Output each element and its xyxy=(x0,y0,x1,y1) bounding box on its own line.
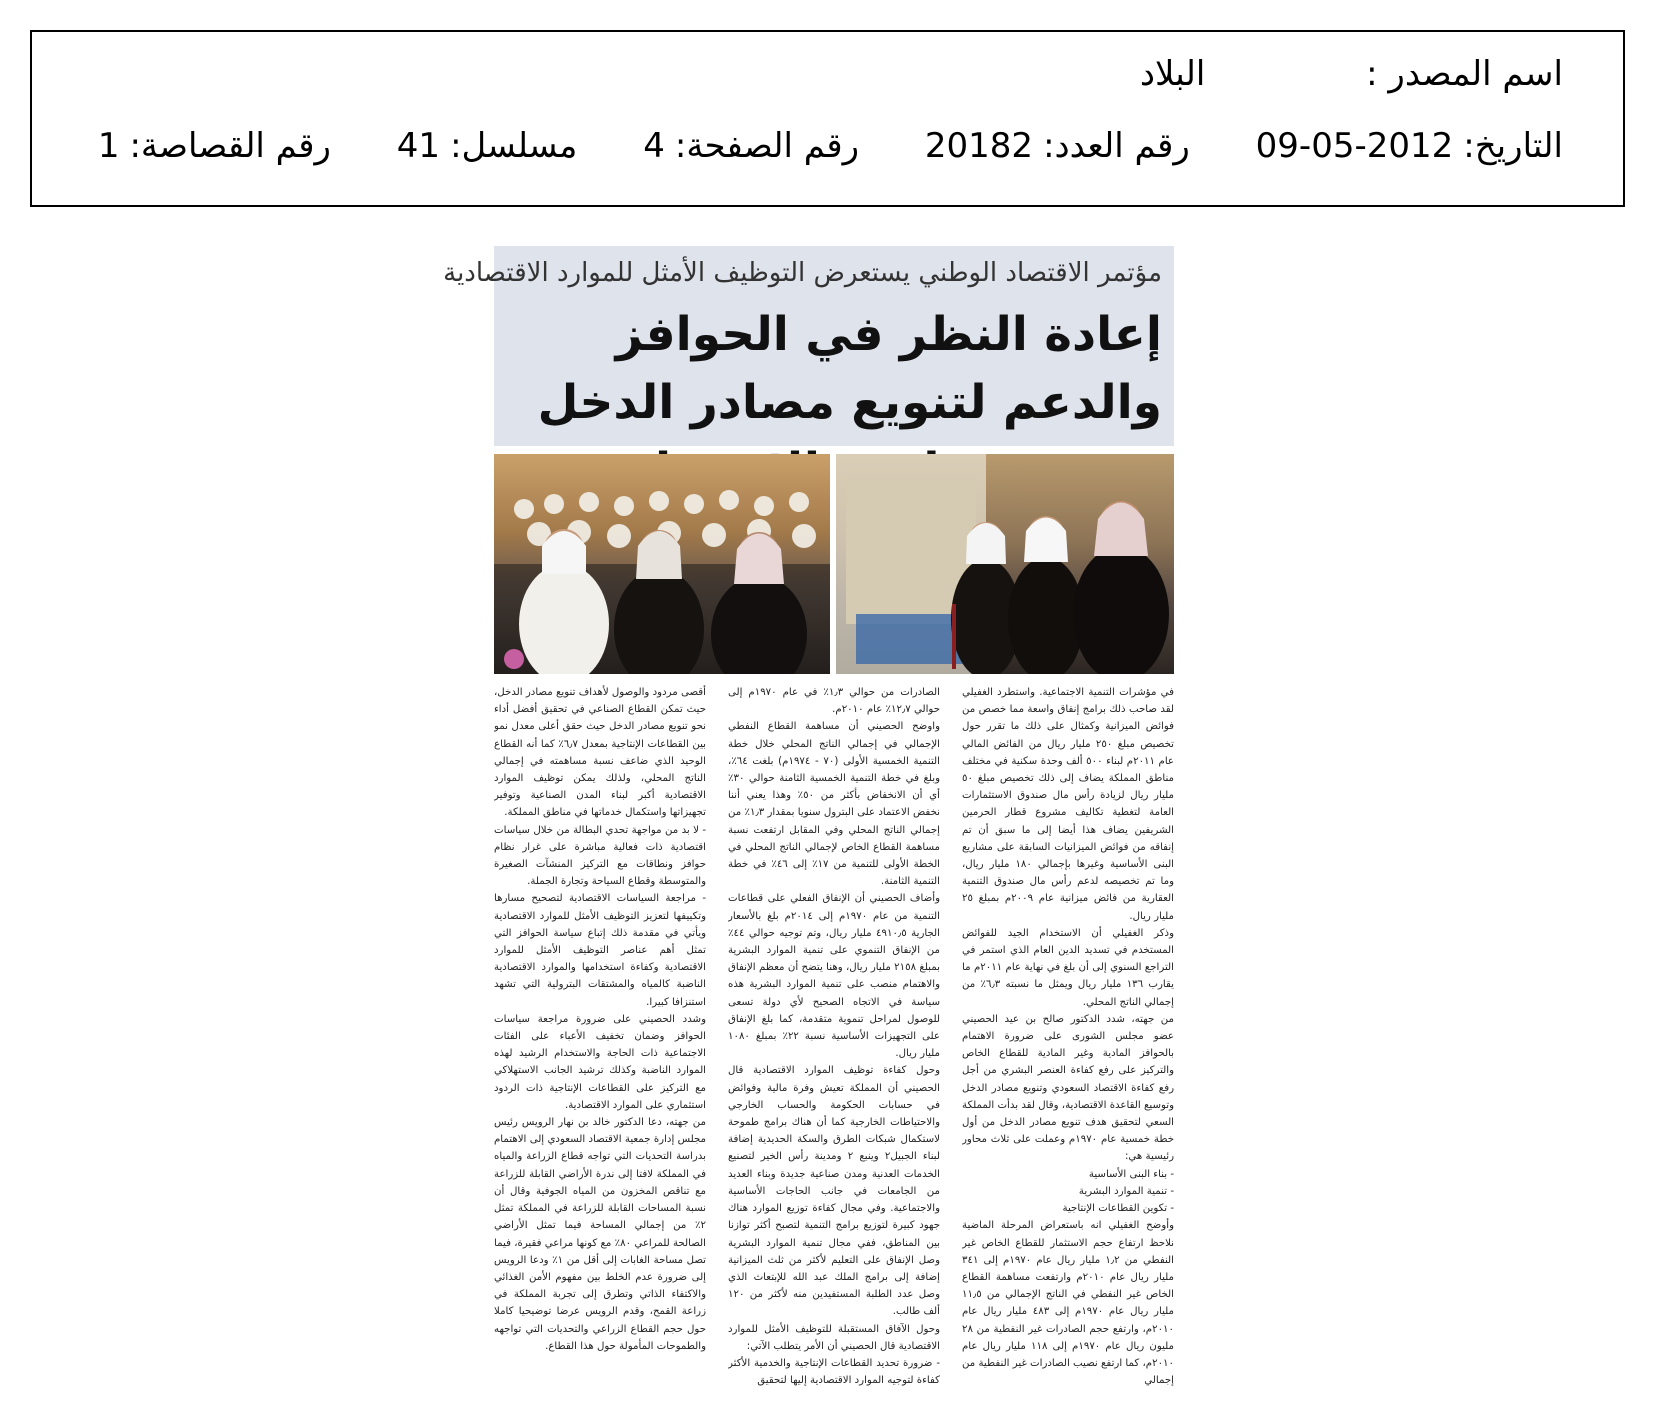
headline-band xyxy=(443,246,1174,446)
details-row xyxy=(98,126,1563,166)
page-label: رقم الصفحة: xyxy=(674,126,860,166)
column-1-paragraph: في مؤشرات التنمية الاجتماعية. واستطرد الغفيلي لقد صاحب ذلك برامج إنفاق واسعة مما خصص من فوائض الميزانية وكمثال على ذلك ما تقرر حول تخصيص مبلغ ٢٥٠ مليار ريال من الفائض المالي عام ٢٠١١م لبناء ٥٠٠ ألف وحدة سكنية في مختلف مناطق المملكة يضاف إلى ذلك تخصيص مبلغ ٥٠ مليار ريال لزيادة رأس مال صندوق الاستثمارات العامة لتغطية تكاليف مشروع قطار الحرمين الشريفين يضاف هذا أيضا إلى ما سبق أن تم إنفاقه من فوائض الميزانيات السابقة على مشاريع البنى الأساسية وغيرها بإجمالي ١٨٠ مليار ريال، وما تم تخصيصه لدعم رأس مال صندوق التنمية العقارية من فائض ميزانية عام ٢٠٠٩م بمبلغ ٢٥ مليار ريال. xyxy=(962,687,1174,922)
column-2-paragraph: واوضح الحصيني أن مساهمة القطاع النفطي الإجمالي في إجمالي الناتج المحلي خلال خطة التنمية الخمسية الأولى (٧٠ - ١٩٧٤م) بلغت ٦٤٪، وبلغ في خطة التنمية الخمسية الثامنة حوالي ٣٠٪ أي أن الانخفاض بأكثر من ٥٠٪ وهذا يعني أننا نخفض الاعتماد على البترول سنويا بمقدار ١٫٣٪ من إجمالي الناتج المحلي وفي المقابل ارتفعت نسبة مساهمة القطاع الخاص لإجمالي الناتج المحلي في الخطة الأولى للتنمية من ١٧٪ إلى ٤٦٪ في خطة التنمية الثامنة. xyxy=(728,721,940,888)
issue-value: 20182 xyxy=(924,126,1034,166)
clip-label: رقم القصاصة: xyxy=(129,126,331,166)
column-1-paragraph: وأوضح الغفيلي انه باستعراض المرحلة الماضية نلاحظ ارتفاع حجم الاستثمار للقطاع الخاص غير النفطي من ١٫٢ مليار ريال عام ١٩٧٠م إلى ٣٤١ مليار ريال عام ٢٠١٠م وارتفعت مساهمة القطاع الخاص غير النفطي في الناتج الإجمالي من ١١٫٥ مليار ريال عام ١٩٧٠م إلى ٤٨٣ مليار ريال عام ٢٠١٠م، وارتفع حجم الصادرات غير النفطية من ٢٨ مليون ريال عام ١٩٧٠م إلى ١١٨ مليار ريال عام ٢٠١٠م، كما ارتفع نصيب الصادرات غير النفطية من إجمالي xyxy=(962,1220,1174,1387)
column-1-bullet: - تنمية الموارد البشرية xyxy=(1078,1185,1174,1197)
column-2-paragraph: وأضاف الحصيني أن الإنفاق الفعلي على قطاعات التنمية من عام ١٩٧٠م إلى ٢٠١٤م بلغ بالأسعار الجارية ٤٩١٠٫٥ مليار ريال، وتم توجيه حوالي ٤٤٪ من الإنفاق التنموي على تنمية الموارد البشرية بمبلغ ٢١٥٨ مليار ريال، وهنا يتضح أن معظم الإنفاق والاهتمام منصب على تنمية الموارد البشرية هذه سياسة في الاتجاه الصحيح لأي دولة تسعى للوصول لمراحل تنموية متقدمة، كما بلغ الإنفاق على التجهيزات الأساسية نسبة ٢٢٪ بمبلغ ١٠٨٠ مليار ريال. xyxy=(728,893,940,1060)
source-value: البلاد xyxy=(1139,54,1206,94)
date-value: 2012-05-09 xyxy=(1255,126,1454,166)
issue-field xyxy=(925,126,1190,166)
article-headline: إعادة النظر في الحوافز والدعم لتنويع مصادر الدخل xyxy=(537,307,1162,430)
clipping-metadata-box xyxy=(30,30,1625,207)
column-1-bullet: - تكوين القطاعات الإنتاجية xyxy=(1062,1203,1174,1215)
exhibition-photo-illustration xyxy=(836,454,1174,674)
column-1-bullet: - بناء البنى الأساسية xyxy=(1088,1168,1174,1180)
serial-field xyxy=(397,126,578,166)
date-label: التاريخ: xyxy=(1463,126,1563,166)
conference-audience-photo xyxy=(494,454,830,674)
source-label: اسم المصدر : xyxy=(1366,54,1563,94)
column-1-paragraph: من جهته، شدد الدكتور صالح بن عيد الحصيني عضو مجلس الشورى على ضرورة الاهتمام بالحوافز المادية وغير المادية للقطاع الخاص والتركيز على رفع كفاءة العنصر البشري من أجل رفع كفاءة الاقتصاد السعودي وتنويع مصادر الدخل وتوسيع القاعدة الاقتصادية، وقال لقد بدأت المملكة السعي لتحقيق هدف تنويع مصادر الدخل من أول خطة خمسية عام ١٩٧٠م وعملت على ثلاث محاور رئيسية هي: xyxy=(962,1013,1174,1163)
column-3-paragraph: أقصى مردود والوصول لأهداف تنويع مصادر الدخل، حيث تمكن القطاع الصناعي في تحقيق أفضل أداء نحو تنويع مصادر الدخل حيث حقق أعلى معدل نمو بين القطاعات الإنتاجية بمعدل ٦٫٧٪ كما أنه القطاع الوحيد الذي ضاعف نسبة مساهمته في إجمالي الناتج المحلي، ولذلك يمكن توظيف الموارد الاقتصادية أكبر لبناء المدن الصناعية وتوفير تجهيزاتها واستكمال خدماتها في مناطق المملكة. xyxy=(494,687,706,819)
article-column-1 xyxy=(962,684,1174,1394)
article-kicker: مؤتمر الاقتصاد الوطني يستعرض التوظيف الأمثل للموارد الاقتصادية xyxy=(443,258,1162,288)
source-row xyxy=(1140,54,1563,94)
audience-photo-illustration xyxy=(494,454,830,674)
exhibition-visit-photo xyxy=(836,454,1174,674)
date-field xyxy=(1256,126,1563,166)
column-3-paragraph: من جهته، دعا الدكتور خالد بن نهار الرويس رئيس مجلس إدارة جمعية الاقتصاد السعودي إلى الاهتمام بدراسة التحديات التي تواجه قطاع الزراعة والمياه في المملكة لافتا إلى ندرة الأراضي القابلة للزراعة مع تناقص المخزون من المياه الجوفية وقال أن نسبة المساحات القابلة للزراعة في المملكة تمثل ٢٪ من إجمالي المساحة فيما تمثل الأراضي الصالحة للمراعي ٨٠٪ مع كونها مراعي فقيرة، فيما تصل مساحة الغابات إلى أقل من ١٪ ودعا الرويس إلى ضرورة عدم الخلط بين مفهوم الأمن الغذائي والاكتفاء الذاتي وتطرق إلى تجربة المملكة في زراعة القمح، وقدم الرويس عرضا توضيحيا كاملا حول حجم القطاع الزراعي والتحديات التي تواجهه والطموحات المأمولة حول هذا القطاع. xyxy=(494,1117,706,1352)
newspaper-clipping xyxy=(443,246,1174,1396)
article-column-2 xyxy=(728,684,940,1394)
issue-label: رقم العدد: xyxy=(1043,126,1190,166)
article-body xyxy=(494,684,1174,1394)
clip-value: 1 xyxy=(97,126,120,166)
serial-value: 41 xyxy=(396,126,441,166)
column-3-paragraph: - لا بد من مواجهة تحدي البطالة من خلال سياسات اقتصادية ذات فعالية مباشرة على غرار نظام حوافز ونطاقات مع التركيز المنشآت الصغيرة والمتوسطة وقطاع السياحة وتجارة الجملة. xyxy=(494,824,706,888)
column-3-paragraph: وشدد الحصيني على ضرورة مراجعة سياسات الحوافز وضمان تخفيف الأعباء على الفئات الاجتماعية ذات الحاجة والاستخدام الرشيد لهذه الموارد الناضبة وكذلك ترشيد الجانب الاستهلاكي مع التركيز على القطاعات الإنتاجية ذات الردود استثماري على الموارد الاقتصادية. xyxy=(494,1013,706,1111)
column-1-paragraph: وذكر الغفيلي أن الاستخدام الجيد للفوائض المستخدم في تسديد الدين العام الذي استمر في التراجع السنوي إلى أن بلغ في نهاية عام ٢٠١١م ما يقارب ١٣٦ مليار ريال ويمثل ما نسبته ٦٫٣٪ من إجمالي الناتج المحلي. xyxy=(962,927,1174,1008)
page-field xyxy=(643,126,859,166)
serial-label: مسلسل: xyxy=(450,126,578,166)
column-2-paragraph: وحول الآفاق المستقبلة للتوظيف الأمثل للموارد الاقتصادية قال الحصيني أن الأمر يتطلب الآتي: xyxy=(728,1323,940,1352)
column-2-paragraph: وحول كفاءة توظيف الموارد الاقتصادية قال الحصيني أن المملكة تعيش وفرة مالية وفوائض في حسابات الحكومة والحساب الخارجي والاحتياطات الخارجية كما أن هناك برامج طموحة لاستكمال شبكات الطرق والسكة الحديدية إضافة لبناء الجبيل٢ وينبع ٢ ومدينة رأس الخير لتصنيع الخدمات العدنية ومدن صناعية جديدة وبناء العديد من الجامعات في جانب الحاجات الأساسية والاجتماعية. وفي مجال كفاءة توزيع الموارد هناك جهود كبيرة لتوزيع برامج التنمية لتصبح أكثر توازنا بين المناطق، ففي مجال تنمية الموارد البشرية وصل الإنفاق على التعليم لأكثر من ثلث الميزانية إضافة إلى برامج الملك عبد الله للإبتعاث الذي وصل عدد الطلبة المستفيدين منه لأكثر من ١٢٠ ألف طالب. xyxy=(728,1065,940,1318)
column-3-paragraph: - مراجعة السياسات الاقتصادية لتصحيح مسارها وتكييفها لتعزيز التوظيف الأمثل للموارد الاقتصادية ويأتي في مقدمة ذلك إتباع سياسة الحوافز التي تمثل أهم عناصر التوظيف الأمثل للموارد الاقتصادية وكفاءة استخدامها والموارد الاقتصادية الناضبة كالمياه والمشتقات البترولية التي تشهد استنزافا كبيرا. xyxy=(494,893,706,1008)
column-2-paragraph: - ضرورة تحديد القطاعات الإنتاجية والخدمية الأكثر كفاءة لتوجيه الموارد الاقتصادية إليها لتحقيق xyxy=(728,1357,940,1387)
article-column-3 xyxy=(494,684,706,1394)
clip-field xyxy=(98,126,331,166)
page-value: 4 xyxy=(643,126,665,166)
column-2-paragraph: الصادرات من حوالي ١٫٣٪ في عام ١٩٧٠م إلى حوالي ١٢٫٧٪ عام ٢٠١٠م. xyxy=(728,687,940,716)
